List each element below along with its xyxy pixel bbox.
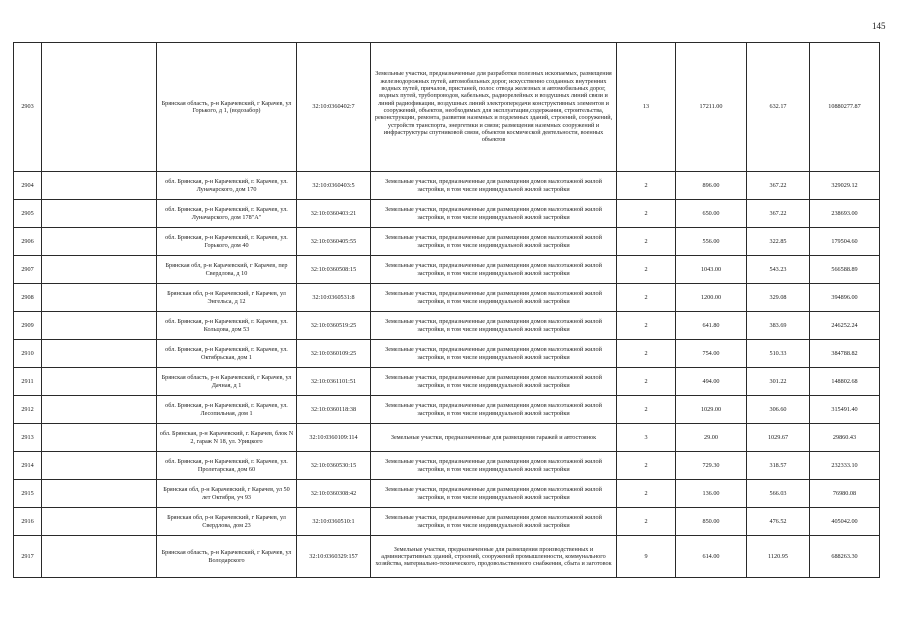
cadastral-value-cell: 232333.10 [810, 452, 880, 480]
cadastral-number-cell: 32:10:0360308:42 [297, 480, 371, 508]
specific-value-cell: 632.17 [747, 43, 810, 172]
cadastral-value-cell: 405042.00 [810, 508, 880, 536]
address-cell: Брянская обл, р-н Карачевский, г Карачев, ул 50 лет Октября, уч 93 [157, 480, 297, 508]
empty-cell [42, 480, 157, 508]
land-use-description-cell: Земельные участки, предназначенные для разработки полезных ископаемых, размещения железнодорожных путей, автомобильных дорог, искусственно созданных внутренних водных путей, причалов, пристаней, полос отвода железных и автомобильных дорог, водных путей, трубопроводов, кабельных, радиорелейных и воздушных линий связи и линий радиофикации, воздушных линий электропередачи конструктивных элементов и сооружений, объектов, необходимых для эксплуатации,содержания, строительства, реконструкции, ремонта, развития наземных и подземных зданий, строений, сооружений, устройств транспорта, энергетики и связи; размещения наземных сооружений и инфраструктуры спутниковой связи, объектов космической деятельности, военных объектов [371, 43, 617, 172]
area-cell: 1043.00 [676, 256, 747, 284]
table-row [14, 43, 880, 172]
use-category-cell: 2 [617, 396, 676, 424]
cadastral-number-cell: 32:10:0360109:25 [297, 340, 371, 368]
address-cell: обл. Брянская, р-н Карачевский, г. Карачев, ул. Горького, дом 40 [157, 228, 297, 256]
land-use-description-cell: Земельные участки, предназначенные для размещения домов малоэтажной жилой застройки, в том числе индивидуальной жилой застройки [371, 508, 617, 536]
row-number: 2907 [14, 256, 42, 284]
row-number: 2915 [14, 480, 42, 508]
area-cell: 1200.00 [676, 284, 747, 312]
table-row [14, 368, 880, 396]
specific-value-cell: 383.69 [747, 312, 810, 340]
address-cell: Брянская область, р-н Карачевский, г Карачев, ул Володарского [157, 536, 297, 578]
area-cell: 17211.00 [676, 43, 747, 172]
row-number: 2903 [14, 43, 42, 172]
address-cell: Брянская область, р-н Карачевский, г Карачев, ул Горького, д 1, (водозабор) [157, 43, 297, 172]
land-use-description-cell: Земельные участки, предназначенные для размещения домов малоэтажной жилой застройки, в том числе индивидуальной жилой застройки [371, 284, 617, 312]
area-cell: 494.00 [676, 368, 747, 396]
empty-cell [42, 200, 157, 228]
row-number: 2911 [14, 368, 42, 396]
row-number: 2912 [14, 396, 42, 424]
land-use-description-cell: Земельные участки, предназначенные для размещения домов малоэтажной жилой застройки, в том числе индивидуальной жилой застройки [371, 312, 617, 340]
page-number: 145 [872, 21, 886, 31]
address-cell: Брянская обл, р-н Карачевский, г Карачев, ул Энгельса, д 12 [157, 284, 297, 312]
row-number: 2904 [14, 172, 42, 200]
specific-value-cell: 301.22 [747, 368, 810, 396]
cadastral-number-cell: 32:10:0360403:21 [297, 200, 371, 228]
empty-cell [42, 340, 157, 368]
table-row [14, 172, 880, 200]
table-row [14, 480, 880, 508]
row-number: 2910 [14, 340, 42, 368]
address-cell: обл. Брянская, р-н Карачевский, г. Карачев, ул. Кольцова, дом 53 [157, 312, 297, 340]
empty-cell [42, 368, 157, 396]
cadastral-value-cell: 246252.24 [810, 312, 880, 340]
area-cell: 754.00 [676, 340, 747, 368]
address-cell: обл. Брянская, р-н Карачевский, г. Карачев, блок N 2, гараж N 18, ул. Урицкого [157, 424, 297, 452]
address-cell: обл. Брянская, р-н Карачевский, г. Карачев, ул. Октябрьская, дом 1 [157, 340, 297, 368]
cadastral-value-cell: 29860.43 [810, 424, 880, 452]
specific-value-cell: 476.52 [747, 508, 810, 536]
table-row [14, 284, 880, 312]
cadastral-number-cell: 32:10:0360329:157 [297, 536, 371, 578]
use-category-cell: 2 [617, 172, 676, 200]
area-cell: 641.80 [676, 312, 747, 340]
row-number: 2908 [14, 284, 42, 312]
empty-cell [42, 43, 157, 172]
address-cell: Брянская обл, р-н Карачевский, г Карачев, ул Свердлова, дом 23 [157, 508, 297, 536]
specific-value-cell: 367.22 [747, 172, 810, 200]
cadastral-number-cell: 32:10:0361101:51 [297, 368, 371, 396]
specific-value-cell: 367.22 [747, 200, 810, 228]
row-number: 2917 [14, 536, 42, 578]
cadastral-number-cell: 32:10:0360508:15 [297, 256, 371, 284]
empty-cell [42, 172, 157, 200]
cadastral-value-cell: 148802.68 [810, 368, 880, 396]
use-category-cell: 9 [617, 536, 676, 578]
address-cell: обл. Брянская, р-н Карачевский, г. Карачев, ул. Луначарского, дом 178"А" [157, 200, 297, 228]
use-category-cell: 2 [617, 256, 676, 284]
land-use-description-cell: Земельные участки, предназначенные для размещения домов малоэтажной жилой застройки, в том числе индивидуальной жилой застройки [371, 340, 617, 368]
specific-value-cell: 566.03 [747, 480, 810, 508]
table-row [14, 200, 880, 228]
table-row [14, 312, 880, 340]
cadastral-value-cell: 329029.12 [810, 172, 880, 200]
table-row [14, 396, 880, 424]
specific-value-cell: 318.57 [747, 452, 810, 480]
area-cell: 1029.00 [676, 396, 747, 424]
specific-value-cell: 1029.67 [747, 424, 810, 452]
empty-cell [42, 536, 157, 578]
land-use-description-cell: Земельные участки, предназначенные для размещения гаражей и автостоянок [371, 424, 617, 452]
cadastral-value-cell: 384788.82 [810, 340, 880, 368]
row-number: 2914 [14, 452, 42, 480]
specific-value-cell: 543.23 [747, 256, 810, 284]
table-row [14, 508, 880, 536]
land-use-description-cell: Земельные участки, предназначенные для размещения домов малоэтажной жилой застройки, в том числе индивидуальной жилой застройки [371, 200, 617, 228]
address-cell: обл. Брянская, р-н Карачевский, г. Карачев, ул. Пролетарская, дом 60 [157, 452, 297, 480]
cadastral-number-cell: 32:10:0360519:25 [297, 312, 371, 340]
area-cell: 650.00 [676, 200, 747, 228]
area-cell: 136.00 [676, 480, 747, 508]
empty-cell [42, 312, 157, 340]
cadastral-number-cell: 32:10:0360118:38 [297, 396, 371, 424]
row-number: 2905 [14, 200, 42, 228]
land-registry-table [13, 42, 880, 578]
table-row [14, 452, 880, 480]
table-row [14, 424, 880, 452]
cadastral-value-cell: 10880277.87 [810, 43, 880, 172]
address-cell: обл. Брянская, р-н Карачевский, г. Карачев, ул. Лесопильная, дом 1 [157, 396, 297, 424]
land-use-description-cell: Земельные участки, предназначенные для размещения домов малоэтажной жилой застройки, в том числе индивидуальной жилой застройки [371, 172, 617, 200]
specific-value-cell: 329.08 [747, 284, 810, 312]
use-category-cell: 3 [617, 424, 676, 452]
cadastral-value-cell: 394896.00 [810, 284, 880, 312]
use-category-cell: 2 [617, 340, 676, 368]
cadastral-value-cell: 566588.89 [810, 256, 880, 284]
table-row [14, 256, 880, 284]
cadastral-value-cell: 238693.00 [810, 200, 880, 228]
cadastral-number-cell: 32:10:0360402:7 [297, 43, 371, 172]
table-row [14, 536, 880, 578]
use-category-cell: 2 [617, 284, 676, 312]
use-category-cell: 2 [617, 200, 676, 228]
cadastral-value-cell: 315491.40 [810, 396, 880, 424]
land-use-description-cell: Земельные участки, предназначенные для размещения производственных и административных зданий, строений, сооружений промышленности, коммунального хозяйства, материально-технического, продовольственного снабжения, сбыта и заготовок [371, 536, 617, 578]
cadastral-number-cell: 32:10:0360109:114 [297, 424, 371, 452]
empty-cell [42, 508, 157, 536]
cadastral-value-cell: 179504.60 [810, 228, 880, 256]
row-number: 2906 [14, 228, 42, 256]
empty-cell [42, 228, 157, 256]
use-category-cell: 2 [617, 508, 676, 536]
use-category-cell: 13 [617, 43, 676, 172]
row-number: 2916 [14, 508, 42, 536]
empty-cell [42, 424, 157, 452]
area-cell: 556.00 [676, 228, 747, 256]
use-category-cell: 2 [617, 452, 676, 480]
land-use-description-cell: Земельные участки, предназначенные для размещения домов малоэтажной жилой застройки, в том числе индивидуальной жилой застройки [371, 368, 617, 396]
specific-value-cell: 322.85 [747, 228, 810, 256]
empty-cell [42, 284, 157, 312]
cadastral-value-cell: 76980.08 [810, 480, 880, 508]
land-use-description-cell: Земельные участки, предназначенные для размещения домов малоэтажной жилой застройки, в том числе индивидуальной жилой застройки [371, 452, 617, 480]
address-cell: Брянская область, р-н Карачевский, г Карачев, ул Дачная, д 1 [157, 368, 297, 396]
land-use-description-cell: Земельные участки, предназначенные для размещения домов малоэтажной жилой застройки, в том числе индивидуальной жилой застройки [371, 256, 617, 284]
empty-cell [42, 396, 157, 424]
land-use-description-cell: Земельные участки, предназначенные для размещения домов малоэтажной жилой застройки, в том числе индивидуальной жилой застройки [371, 228, 617, 256]
row-number: 2913 [14, 424, 42, 452]
table-row [14, 228, 880, 256]
table-body [14, 43, 880, 578]
area-cell: 614.00 [676, 536, 747, 578]
area-cell: 729.30 [676, 452, 747, 480]
land-use-description-cell: Земельные участки, предназначенные для размещения домов малоэтажной жилой застройки, в том числе индивидуальной жилой застройки [371, 396, 617, 424]
table-row [14, 340, 880, 368]
cadastral-number-cell: 32:10:0360510:1 [297, 508, 371, 536]
specific-value-cell: 1120.95 [747, 536, 810, 578]
cadastral-number-cell: 32:10:0360403:5 [297, 172, 371, 200]
specific-value-cell: 510.33 [747, 340, 810, 368]
specific-value-cell: 306.60 [747, 396, 810, 424]
use-category-cell: 2 [617, 480, 676, 508]
land-use-description-cell: Земельные участки, предназначенные для размещения домов малоэтажной жилой застройки, в том числе индивидуальной жилой застройки [371, 480, 617, 508]
cadastral-value-cell: 688263.30 [810, 536, 880, 578]
use-category-cell: 2 [617, 228, 676, 256]
empty-cell [42, 256, 157, 284]
row-number: 2909 [14, 312, 42, 340]
cadastral-number-cell: 32:10:0360530:15 [297, 452, 371, 480]
use-category-cell: 2 [617, 368, 676, 396]
empty-cell [42, 452, 157, 480]
area-cell: 850.00 [676, 508, 747, 536]
address-cell: Брянская обл, р-н Карачевский, г Карачев, пер Свердлова, д 10 [157, 256, 297, 284]
area-cell: 29.00 [676, 424, 747, 452]
use-category-cell: 2 [617, 312, 676, 340]
area-cell: 896.00 [676, 172, 747, 200]
cadastral-number-cell: 32:10:0360405:55 [297, 228, 371, 256]
cadastral-number-cell: 32:10:0360531:8 [297, 284, 371, 312]
address-cell: обл. Брянская, р-н Карачевский, г. Карачев, ул. Луначарского, дом 170 [157, 172, 297, 200]
